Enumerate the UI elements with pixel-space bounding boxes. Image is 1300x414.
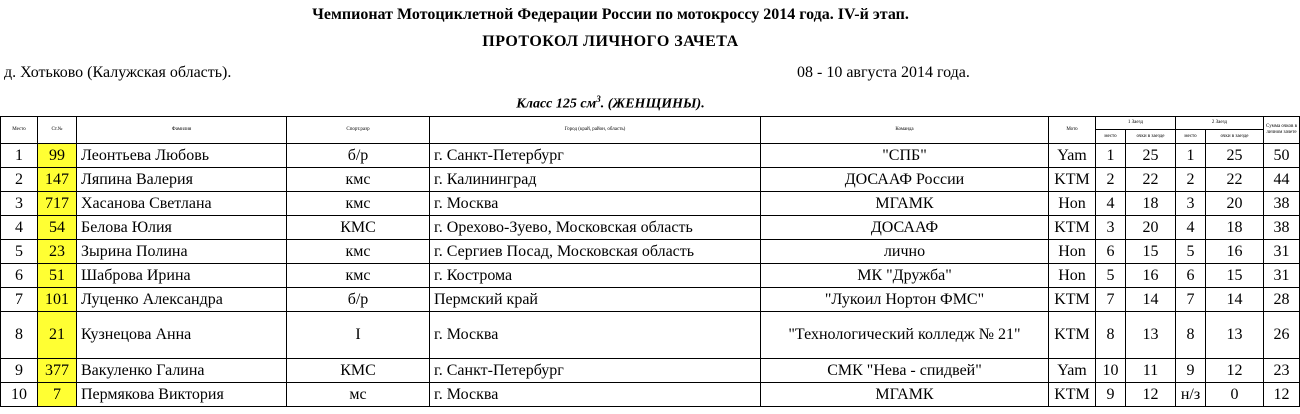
cell-place: 8: [1, 312, 38, 359]
cell-place: 6: [1, 264, 38, 288]
cell-name: Леонтьева Любовь: [77, 144, 287, 168]
cell-city: г. Москва: [430, 192, 761, 216]
cell-name: Белова Юлия: [77, 216, 287, 240]
col-city: Город (край, район, область): [430, 117, 761, 144]
cell-r1-pos: 6: [1096, 240, 1126, 264]
col-rank: Спорт.разр: [287, 117, 430, 144]
cell-number: 147: [38, 168, 77, 192]
col-team: Команда: [761, 117, 1049, 144]
cell-r1-pts: 18: [1126, 192, 1176, 216]
cell-city: г. Санкт-Петербург: [430, 144, 761, 168]
cell-city: г. Калининград: [430, 168, 761, 192]
col-race1-pts: очки в заезде: [1126, 130, 1176, 144]
cell-rank: КМС: [287, 216, 430, 240]
cell-place: 1: [1, 144, 38, 168]
cell-r1-pts: 14: [1126, 288, 1176, 312]
table-row: [1, 264, 1300, 288]
cell-place: 3: [1, 192, 38, 216]
cell-rank: кмс: [287, 240, 430, 264]
cell-r1-pts: 13: [1126, 312, 1176, 359]
cell-team: "Лукоил Нортон ФМС": [761, 288, 1049, 312]
cell-r2-pts: 12: [1206, 359, 1264, 383]
col-race1: 1 Заезд: [1096, 117, 1176, 130]
class-title-text: Класс 125 см: [516, 96, 597, 112]
table-row: [1, 144, 1300, 168]
event-location: д. Хотьково (Калужская область).: [4, 64, 232, 81]
class-title-suffix: . (ЖЕНЩИНЫ).: [600, 96, 705, 112]
cell-r2-pos: 5: [1176, 240, 1206, 264]
cell-r2-pos: н/з: [1176, 383, 1206, 407]
cell-number: 377: [38, 359, 77, 383]
cell-r2-pts: 13: [1206, 312, 1264, 359]
cell-r2-pts: 18: [1206, 216, 1264, 240]
table-row: [1, 383, 1300, 407]
cell-name: Луценко Александра: [77, 288, 287, 312]
cell-number: 21: [38, 312, 77, 359]
cell-r1-pos: 2: [1096, 168, 1126, 192]
cell-total: 26: [1264, 312, 1300, 359]
cell-team: СМК "Нева - спидвей": [761, 359, 1049, 383]
cell-r2-pos: 2: [1176, 168, 1206, 192]
cell-city: г. Орехово-Зуево, Московская область: [430, 216, 761, 240]
table-row: [1, 192, 1300, 216]
cell-total: 44: [1264, 168, 1300, 192]
cell-r1-pos: 4: [1096, 192, 1126, 216]
cell-name: Пермякова Виктория: [77, 383, 287, 407]
cell-name: Зырина Полина: [77, 240, 287, 264]
cell-rank: б/р: [287, 288, 430, 312]
cell-rank: кмс: [287, 168, 430, 192]
cell-number: 54: [38, 216, 77, 240]
cell-r1-pos: 5: [1096, 264, 1126, 288]
cell-place: 2: [1, 168, 38, 192]
event-dates: 08 - 10 августа 2014 года.: [797, 64, 970, 81]
cell-r2-pos: 6: [1176, 264, 1206, 288]
cell-team: ДОСААФ России: [761, 168, 1049, 192]
cell-r2-pts: 14: [1206, 288, 1264, 312]
cell-city: г. Санкт-Петербург: [430, 359, 761, 383]
cell-r1-pos: 8: [1096, 312, 1126, 359]
col-place: Место: [1, 117, 38, 144]
cell-team: МК "Дружба": [761, 264, 1049, 288]
cell-moto: KTM: [1049, 288, 1096, 312]
cell-total: 12: [1264, 383, 1300, 407]
cell-name: Шаброва Ирина: [77, 264, 287, 288]
cell-number: 51: [38, 264, 77, 288]
cell-rank: кмс: [287, 264, 430, 288]
cell-r2-pos: 3: [1176, 192, 1206, 216]
table-row: [1, 216, 1300, 240]
cell-name: Ляпина Валерия: [77, 168, 287, 192]
document-title: Чемпионат Мотоциклетной Федерации России по мотокроссу 2014 года. IV-й этап.: [312, 6, 909, 23]
cell-moto: KTM: [1049, 312, 1096, 359]
col-name: Фамилия: [77, 117, 287, 144]
cell-moto: Hon: [1049, 264, 1096, 288]
cell-rank: I: [287, 312, 430, 359]
cell-city: г. Кострома: [430, 264, 761, 288]
cell-r2-pts: 0: [1206, 383, 1264, 407]
cell-city: г. Москва: [430, 383, 761, 407]
col-race2-pts: очки в заезде: [1206, 130, 1264, 144]
cell-name: Кузнецова Анна: [77, 312, 287, 359]
cell-place: 4: [1, 216, 38, 240]
cell-r1-pos: 9: [1096, 383, 1126, 407]
cell-number: 7: [38, 383, 77, 407]
cell-total: 23: [1264, 359, 1300, 383]
col-race1-pos: место: [1096, 130, 1126, 144]
cell-r2-pos: 9: [1176, 359, 1206, 383]
cell-r1-pts: 16: [1126, 264, 1176, 288]
cell-r1-pos: 1: [1096, 144, 1126, 168]
cell-rank: мс: [287, 383, 430, 407]
cell-r1-pos: 7: [1096, 288, 1126, 312]
col-moto: Мото: [1049, 117, 1096, 144]
cell-total: 31: [1264, 264, 1300, 288]
cell-r2-pts: 22: [1206, 168, 1264, 192]
col-number: Ст.№: [38, 117, 77, 144]
col-race2-pos: место: [1176, 130, 1206, 144]
cell-r1-pts: 20: [1126, 216, 1176, 240]
cell-name: Хасанова Светлана: [77, 192, 287, 216]
cell-rank: б/р: [287, 144, 430, 168]
cell-team: лично: [761, 240, 1049, 264]
cell-team: "Технологический колледж № 21": [761, 312, 1049, 359]
cell-total: 50: [1264, 144, 1300, 168]
cell-place: 9: [1, 359, 38, 383]
cell-number: 717: [38, 192, 77, 216]
cell-r1-pts: 12: [1126, 383, 1176, 407]
cell-moto: KTM: [1049, 216, 1096, 240]
cell-team: МГАМК: [761, 192, 1049, 216]
cell-moto: Yam: [1049, 359, 1096, 383]
class-title-sup: 3: [596, 94, 601, 104]
cell-total: 28: [1264, 288, 1300, 312]
cell-number: 99: [38, 144, 77, 168]
cell-r1-pts: 15: [1126, 240, 1176, 264]
cell-place: 5: [1, 240, 38, 264]
cell-team: МГАМК: [761, 383, 1049, 407]
cell-city: г. Москва: [430, 312, 761, 359]
cell-rank: кмс: [287, 192, 430, 216]
cell-r1-pos: 3: [1096, 216, 1126, 240]
cell-r1-pts: 25: [1126, 144, 1176, 168]
class-title: [0, 94, 1221, 113]
cell-r2-pts: 25: [1206, 144, 1264, 168]
cell-r2-pos: 7: [1176, 288, 1206, 312]
cell-team: ДОСААФ: [761, 216, 1049, 240]
table-row: [1, 312, 1300, 359]
protocol-title: ПРОТОКОЛ ЛИЧНОГО ЗАЧЕТА: [482, 33, 739, 50]
cell-r2-pos: 8: [1176, 312, 1206, 359]
cell-moto: Hon: [1049, 240, 1096, 264]
table-row: [1, 359, 1300, 383]
table-row: [1, 240, 1300, 264]
table-row: [1, 168, 1300, 192]
cell-rank: КМС: [287, 359, 430, 383]
results-table: [0, 116, 1300, 407]
cell-total: 38: [1264, 216, 1300, 240]
col-total: Сумма очков в личном зачете: [1264, 117, 1300, 144]
cell-city: Пермский край: [430, 288, 761, 312]
cell-place: 7: [1, 288, 38, 312]
cell-r2-pos: 1: [1176, 144, 1206, 168]
cell-name: Вакуленко Галина: [77, 359, 287, 383]
cell-moto: KTM: [1049, 383, 1096, 407]
col-race2: 2 Заезд: [1176, 117, 1264, 130]
cell-moto: KTM: [1049, 168, 1096, 192]
table-row: [1, 288, 1300, 312]
cell-r1-pts: 11: [1126, 359, 1176, 383]
cell-place: 10: [1, 383, 38, 407]
cell-team: "СПБ": [761, 144, 1049, 168]
cell-number: 23: [38, 240, 77, 264]
cell-city: г. Сергиев Посад, Московская область: [430, 240, 761, 264]
cell-total: 31: [1264, 240, 1300, 264]
cell-r1-pos: 10: [1096, 359, 1126, 383]
cell-moto: Yam: [1049, 144, 1096, 168]
cell-r2-pts: 20: [1206, 192, 1264, 216]
cell-total: 38: [1264, 192, 1300, 216]
cell-r1-pts: 22: [1126, 168, 1176, 192]
cell-r2-pos: 4: [1176, 216, 1206, 240]
cell-number: 101: [38, 288, 77, 312]
cell-r2-pts: 16: [1206, 240, 1264, 264]
cell-r2-pts: 15: [1206, 264, 1264, 288]
cell-moto: Hon: [1049, 192, 1096, 216]
